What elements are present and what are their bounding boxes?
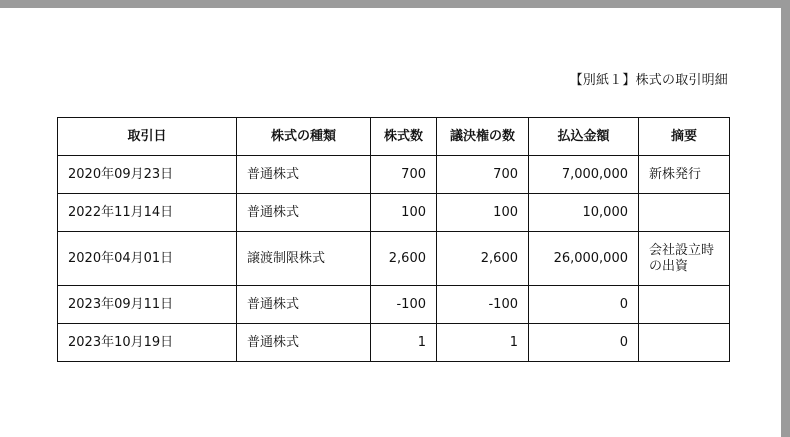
cell-stock-type: 普通株式 [237,194,371,232]
cell-amount: 0 [529,324,639,362]
header-votes: 議決権の数 [437,118,529,156]
cell-date: 2020年09月23日 [58,156,237,194]
cell-memo [639,286,730,324]
table-row [58,286,730,324]
cell-votes: 700 [437,156,529,194]
cell-shares: 1 [371,324,437,362]
header-amount: 払込金額 [529,118,639,156]
table-header-row [58,118,730,156]
stock-transaction-table [57,117,730,362]
cell-votes: -100 [437,286,529,324]
document-title: 【別紙１】株式の取引明細 [569,73,728,88]
cell-stock-type: 普通株式 [237,286,371,324]
cell-amount: 7,000,000 [529,156,639,194]
cell-votes: 1 [437,324,529,362]
cell-shares: 700 [371,156,437,194]
header-date: 取引日 [58,118,237,156]
cell-amount: 10,000 [529,194,639,232]
cell-date: 2023年10月19日 [58,324,237,362]
header-shares: 株式数 [371,118,437,156]
cell-stock-type: 普通株式 [237,156,371,194]
cell-memo [639,194,730,232]
header-memo: 摘要 [639,118,730,156]
cell-stock-type: 普通株式 [237,324,371,362]
cell-votes: 2,600 [437,232,529,286]
cell-shares: -100 [371,286,437,324]
cell-stock-type: 譲渡制限株式 [237,232,371,286]
cell-votes: 100 [437,194,529,232]
cell-date: 2023年09月11日 [58,286,237,324]
cell-memo: 会社設立時の出資 [639,232,730,286]
cell-date: 2020年04月01日 [58,232,237,286]
cell-memo: 新株発行 [639,156,730,194]
cell-shares: 100 [371,194,437,232]
cell-memo [639,324,730,362]
document-page [0,8,781,437]
table-row [58,324,730,362]
table-row [58,194,730,232]
table-row [58,156,730,194]
cell-amount: 0 [529,286,639,324]
cell-amount: 26,000,000 [529,232,639,286]
cell-date: 2022年11月14日 [58,194,237,232]
cell-shares: 2,600 [371,232,437,286]
table-row [58,232,730,286]
header-stock-type: 株式の種類 [237,118,371,156]
